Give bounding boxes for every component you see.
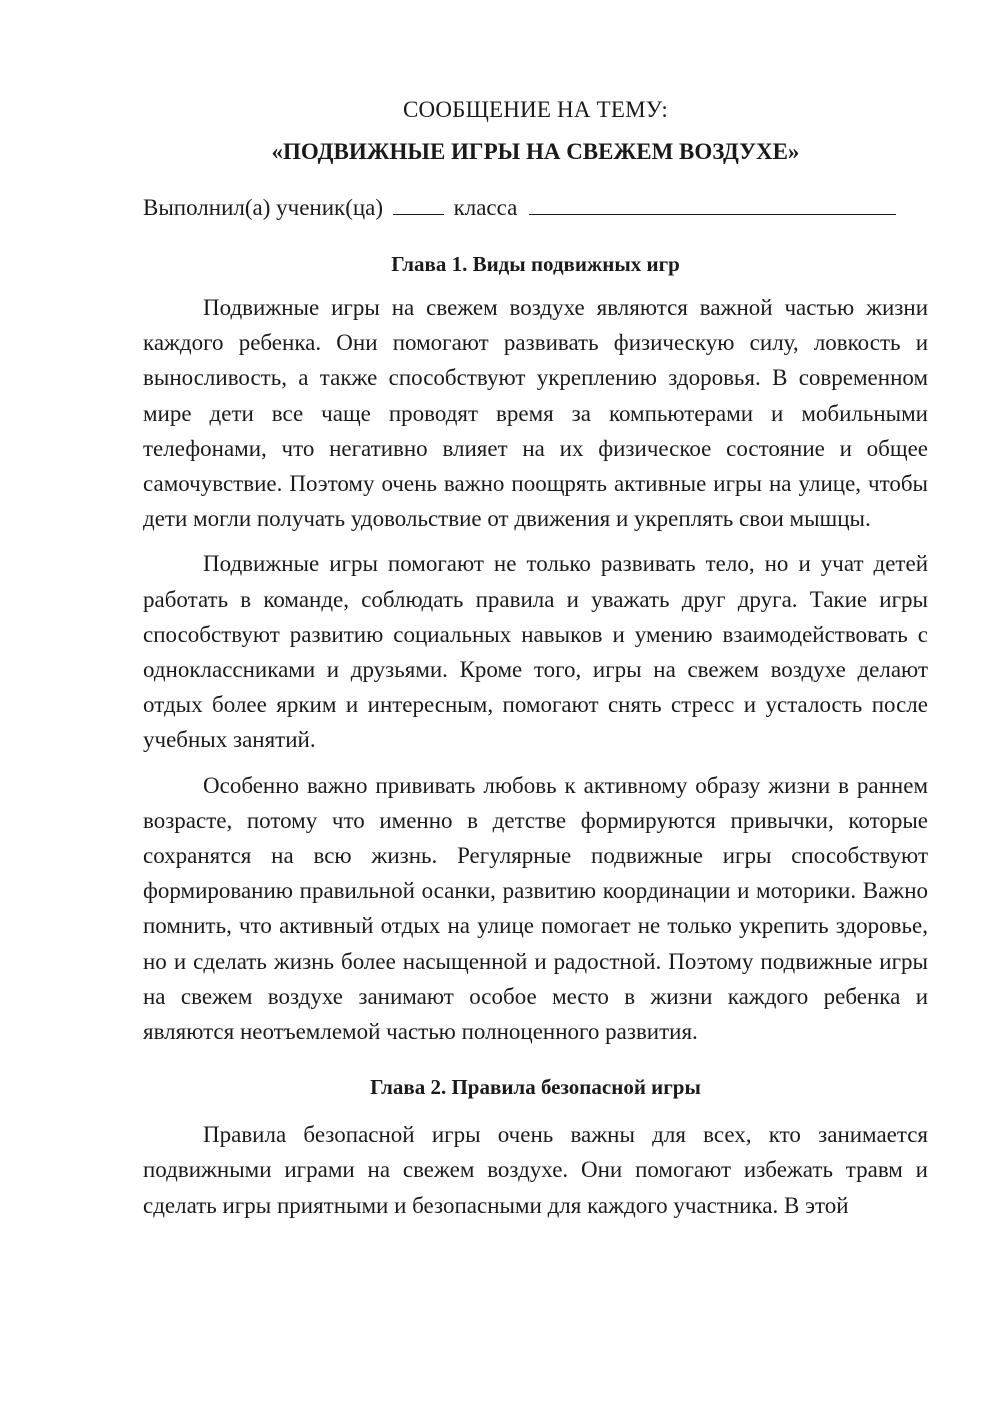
title-line-1: СООБЩЕНИЕ НА ТЕМУ: xyxy=(403,97,668,122)
class-number-blank xyxy=(393,190,444,215)
author-prefix: Выполнил(а) ученик(ца) xyxy=(143,195,384,220)
chapter-1-paragraph-2: Подвижные игры помогают не только развивать тело, но и учат детей работать в команде, соблюдать правила и уважать друг друга. Такие игры способствуют развитию социальных навыков и умению взаимодействовать с одноклассниками и друзьями. Кроме того, игры на свежем воздухе делают отдых более ярким и интересным, помогают снять стресс и усталость после учебных занятий. xyxy=(143,551,928,753)
class-label: класса xyxy=(453,195,518,220)
chapter-2-paragraph-1: Правила безопасной игры очень важны для всех, кто занимается подвижными играми на свежем воздухе. Они помогают избежать травм и сделать игры приятными и безопасными для каждого участника. В этой xyxy=(143,1122,928,1218)
student-name-blank xyxy=(529,190,896,215)
document-page xyxy=(143,92,928,1233)
author-line xyxy=(143,190,928,226)
chapter-1-paragraph-3: Особенно важно прививать любовь к активному образу жизни в раннем возрасте, потому что именно в детстве формируются привычки, которые сохранятся на всю жизнь. Регулярные подвижные игры способствуют формированию правильной осанки, развитию координации и моторики. Важно помнить, что активный отдых на улице помогает не только укрепить здоровье, но и сделать жизнь более насыщенной и радостной. Поэтому подвижные игры на свежем воздухе занимают особое место в жизни каждого ребенка и являются неотъемлемой частью полноценного развития. xyxy=(143,772,928,1045)
chapter-1-heading: Глава 1. Виды подвижных игр xyxy=(391,252,680,276)
title-line-2: «ПОДВИЖНЫЕ ИГРЫ НА СВЕЖЕМ ВОЗДУХЕ» xyxy=(271,139,800,164)
chapter-1-paragraph-1: Подвижные игры на свежем воздухе являются важной частью жизни каждого ребенка. Они помогают развивать физическую силу, ловкость и выносливость, а также способствуют укреплению здоровья. В современном мире дети все чаще проводят время за компьютерами и мобильными телефонами, что негативно влияет на их физическое состояние и общее самочувствие. Поэтому очень важно поощрять активные игры на улице, чтобы дети могли получать удовольствие от движения и укреплять свои мышцы. xyxy=(143,295,928,532)
chapter-2-heading: Глава 2. Правила безопасной игры xyxy=(370,1075,701,1100)
